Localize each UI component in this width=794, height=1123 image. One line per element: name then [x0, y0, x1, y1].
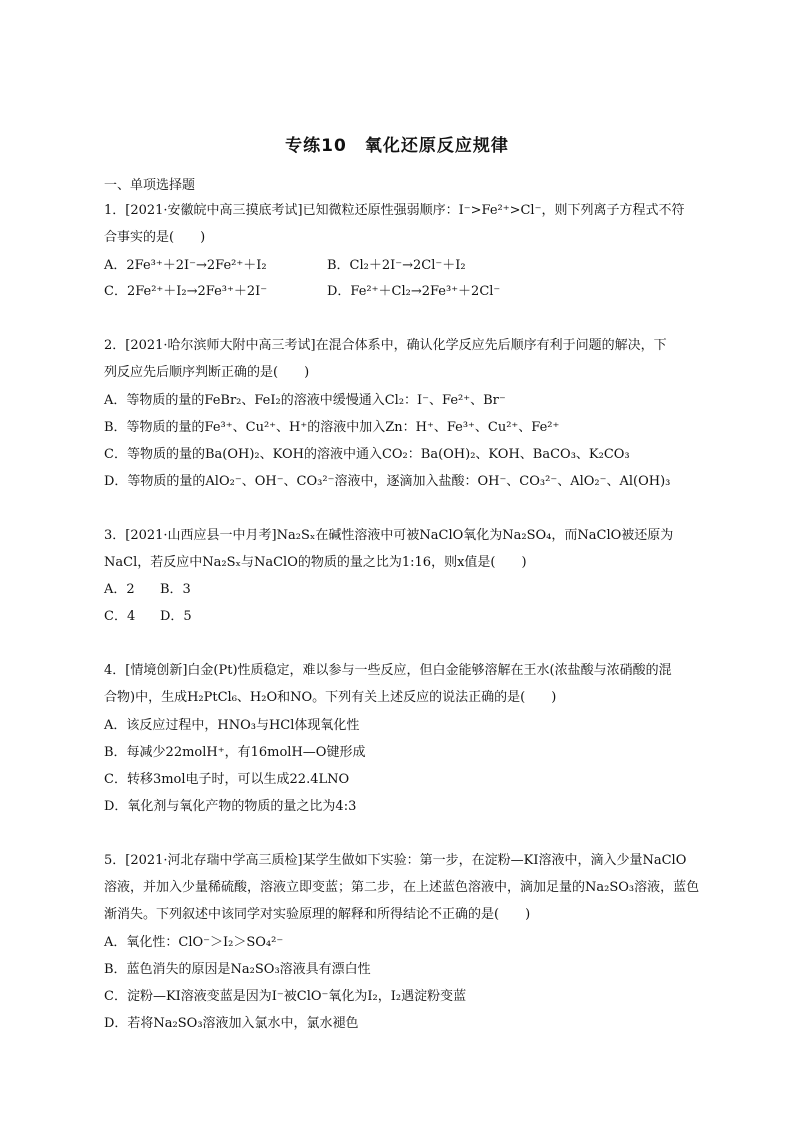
q3-option-a: A．2 — [104, 582, 135, 597]
q4-stem: 4．[情境创新]白金(Pt)性质稳定，难以参与一些反应，但白金能够溶解在王水(浓盐酸与浓硝酸的混 — [104, 663, 672, 678]
q1-option-a: A．2Fe³⁺＋2I⁻→2Fe²⁺＋I₂ — [104, 258, 267, 273]
q4-option-c: C．转移3mol电子时，可以生成22.4LNO — [104, 772, 350, 787]
q5-option-a: A．氧化性：ClO⁻＞I₂＞SO₄²⁻ — [104, 935, 284, 950]
q2-option-b: B．等物质的量的Fe³⁺、Cu²⁺、H⁺的溶液中加入Zn：H⁺、Fe³⁺、Cu²⁺、Fe²⁺ — [104, 420, 560, 435]
q5-option-b: B．蓝色消失的原因是Na₂SO₃溶液具有漂白性 — [104, 962, 371, 977]
q4-option-b: B．每减少22molH⁺，有16molH—O键形成 — [104, 745, 366, 760]
q5-stem-cont: 溶液，并加入少量稀硫酸，溶液立即变蓝；第二步，在上述蓝色溶液中，滴加足量的Na₂SO₃溶液，蓝色 — [104, 880, 700, 895]
q3-option-c: C．4 — [104, 609, 136, 624]
q1-stem: 1．[2021·安徽皖中高三摸底考试]已知微粒还原性强弱顺序：I⁻>Fe²⁺>Cl⁻，则下列离子方程式不符 — [104, 203, 685, 218]
q4-stem-cont: 合物)中，生成H₂PtCl₆、H₂O和NO。下列有关上述反应的说法正确的是( ) — [104, 690, 557, 705]
q2-option-a: A．等物质的量的FeBr₂、FeI₂的溶液中缓慢通入Cl₂：I⁻、Fe²⁺、Br⁻ — [104, 393, 506, 408]
section-heading: 一、单项选择题 — [104, 178, 196, 193]
q5-stem: 5．[2021·河北存瑞中学高三质检]某学生做如下实验：第一步，在淀粉—KI溶液中，滴入少量NaClO — [104, 853, 687, 868]
q1-option-d: D．Fe²⁺＋Cl₂→2Fe³⁺＋2Cl⁻ — [327, 284, 501, 299]
q3-option-b: B．3 — [160, 582, 191, 597]
q1-stem-cont: 合事实的是( ) — [104, 230, 206, 245]
q2-option-c: C．等物质的量的Ba(OH)₂、KOH的溶液中通入CO₂：Ba(OH)₂、KOH、BaCO₃、K₂CO₃ — [104, 447, 630, 462]
q1-option-c: C．2Fe²⁺＋I₂→2Fe³⁺＋2I⁻ — [104, 284, 268, 299]
q4-option-a: A．该反应过程中，HNO₃与HCl体现氧化性 — [104, 718, 360, 733]
q2-option-d: D．等物质的量的AlO₂⁻、OH⁻、CO₃²⁻溶液中，逐滴加入盐酸：OH⁻、CO₃²⁻、AlO₂⁻、Al(OH)₃ — [104, 474, 671, 489]
q2-stem: 2．[2021·哈尔滨师大附中高三考试]在混合体系中，确认化学反应先后顺序有利于问题的解决，下 — [104, 338, 667, 353]
q3-stem-cont: NaCl，若反应中Na₂Sₓ与NaClO的物质的量之比为1:16，则x值是( ) — [104, 555, 527, 570]
q5-option-d: D．若将Na₂SO₃溶液加入氯水中，氯水褪色 — [104, 1016, 359, 1031]
q3-stem: 3．[2021·山西应县一中月考]Na₂Sₓ在碱性溶液中可被NaClO氧化为Na₂SO₄，而NaClO被还原为 — [104, 528, 674, 543]
q3-option-d: D．5 — [160, 609, 192, 624]
q4-option-d: D．氧化剂与氧化产物的物质的量之比为4:3 — [104, 799, 357, 814]
q5-option-c: C．淀粉—KI溶液变蓝是因为I⁻被ClO⁻氧化为I₂，I₂遇淀粉变蓝 — [104, 989, 467, 1004]
q2-stem-cont: 列反应先后顺序判断正确的是( ) — [104, 365, 310, 380]
q1-option-b: B．Cl₂＋2I⁻→2Cl⁻＋I₂ — [327, 258, 466, 273]
page-title: 专练10 氧化还原反应规律 — [285, 136, 509, 156]
q5-stem-cont-2: 渐消失。下列叙述中该同学对实验原理的解释和所得结论不正确的是( ) — [104, 907, 531, 922]
